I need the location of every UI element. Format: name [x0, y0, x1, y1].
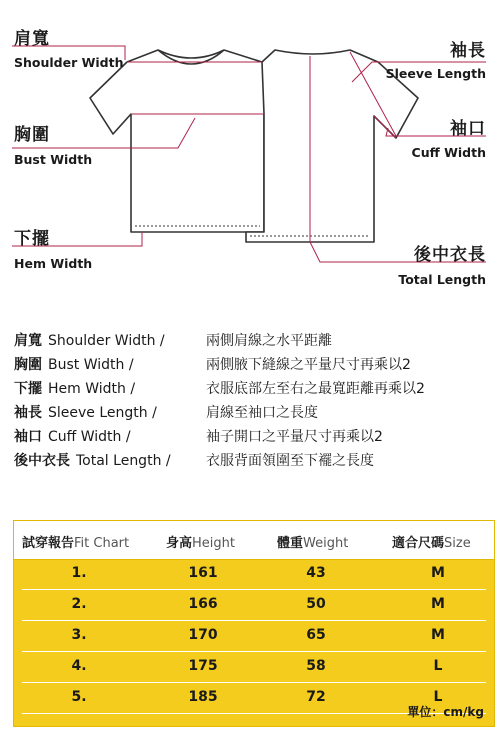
table-row: [22, 559, 486, 590]
definition-term-en: Shoulder Width /: [48, 333, 165, 349]
cuff-title: 袖口: [450, 119, 486, 139]
bust-label: Bust Width: [14, 152, 93, 167]
definition-term-zh: 袖口: [14, 429, 42, 445]
table-row: [22, 590, 486, 621]
definition-term-zh: 肩寬: [14, 333, 42, 349]
cuff-label: Cuff Width: [411, 145, 486, 160]
row-weight: 65: [306, 627, 326, 643]
definition-term-en: Sleeve Length /: [48, 405, 157, 421]
row-number: 3.: [71, 627, 87, 643]
row-weight: 72: [306, 689, 326, 705]
unit-note: 單位：cm/kg: [407, 705, 484, 719]
row-number: 4.: [71, 658, 87, 674]
definition-term-zh: 下擺: [14, 381, 42, 397]
table-row: [22, 652, 486, 683]
definition-desc: 袖子開口之平量尺寸再乘以2: [206, 429, 383, 445]
row-size: M: [431, 627, 445, 643]
row-number: 2.: [71, 596, 87, 612]
row-size: L: [433, 689, 443, 705]
row-size: M: [431, 565, 445, 581]
bust-title: 胸圍: [14, 125, 50, 145]
row-height: 175: [188, 658, 218, 674]
header-size: 適合尺碼Size: [392, 536, 471, 551]
header-height: 身高Height: [166, 536, 235, 551]
row-number: 1.: [71, 565, 87, 581]
definition-term-en: Hem Width /: [48, 381, 136, 397]
definition-row: [14, 378, 494, 400]
definition-term-en: Total Length /: [76, 453, 171, 469]
shoulder-title: 肩寬: [14, 29, 50, 49]
header-fit-chart: 試穿報告Fit Chart: [22, 536, 130, 551]
fit-chart-table: [13, 520, 495, 727]
definition-desc: 衣服底部左至右之最寬距離再乘以2: [206, 381, 425, 397]
definition-desc: 衣服背面領圍至下襬之長度: [206, 453, 374, 469]
row-weight: 58: [306, 658, 326, 674]
hem-title: 下擺: [14, 229, 50, 249]
row-height: 185: [188, 689, 218, 705]
definition-term-zh: 後中衣長: [14, 453, 70, 469]
sleeve-label: Sleeve Length: [385, 66, 486, 81]
definition-row: [14, 426, 494, 448]
sleeve-title: 袖長: [450, 41, 486, 61]
definition-desc: 兩側腋下縫線之平量尺寸再乘以2: [206, 357, 411, 373]
row-size: L: [433, 658, 443, 674]
definition-row: [14, 354, 494, 376]
header-weight: 體重Weight: [277, 536, 349, 551]
row-weight: 43: [306, 565, 326, 581]
definition-row: [14, 330, 494, 352]
row-weight: 50: [306, 596, 326, 612]
definition-term-zh: 胸圍: [14, 357, 42, 373]
definition-desc: 肩線至袖口之長度: [206, 405, 318, 421]
definition-term-en: Cuff Width /: [48, 429, 131, 445]
row-height: 161: [188, 565, 218, 581]
row-number: 5.: [71, 689, 87, 705]
definition-row: [14, 402, 494, 424]
definition-row: [14, 450, 494, 472]
total-length-label: Total Length: [398, 272, 486, 287]
row-height: 170: [188, 627, 218, 643]
hem-label: Hem Width: [14, 256, 93, 271]
definition-term-en: Bust Width /: [48, 357, 134, 373]
definition-desc: 兩側肩線之水平距離: [206, 333, 332, 349]
fit-chart-header: [14, 521, 494, 560]
table-row: [22, 621, 486, 652]
shoulder-label: Shoulder Width: [14, 55, 124, 70]
total-length-title: 後中衣長: [414, 245, 486, 265]
row-height: 166: [188, 596, 218, 612]
row-size: M: [431, 596, 445, 612]
definition-term-zh: 袖長: [14, 405, 42, 421]
